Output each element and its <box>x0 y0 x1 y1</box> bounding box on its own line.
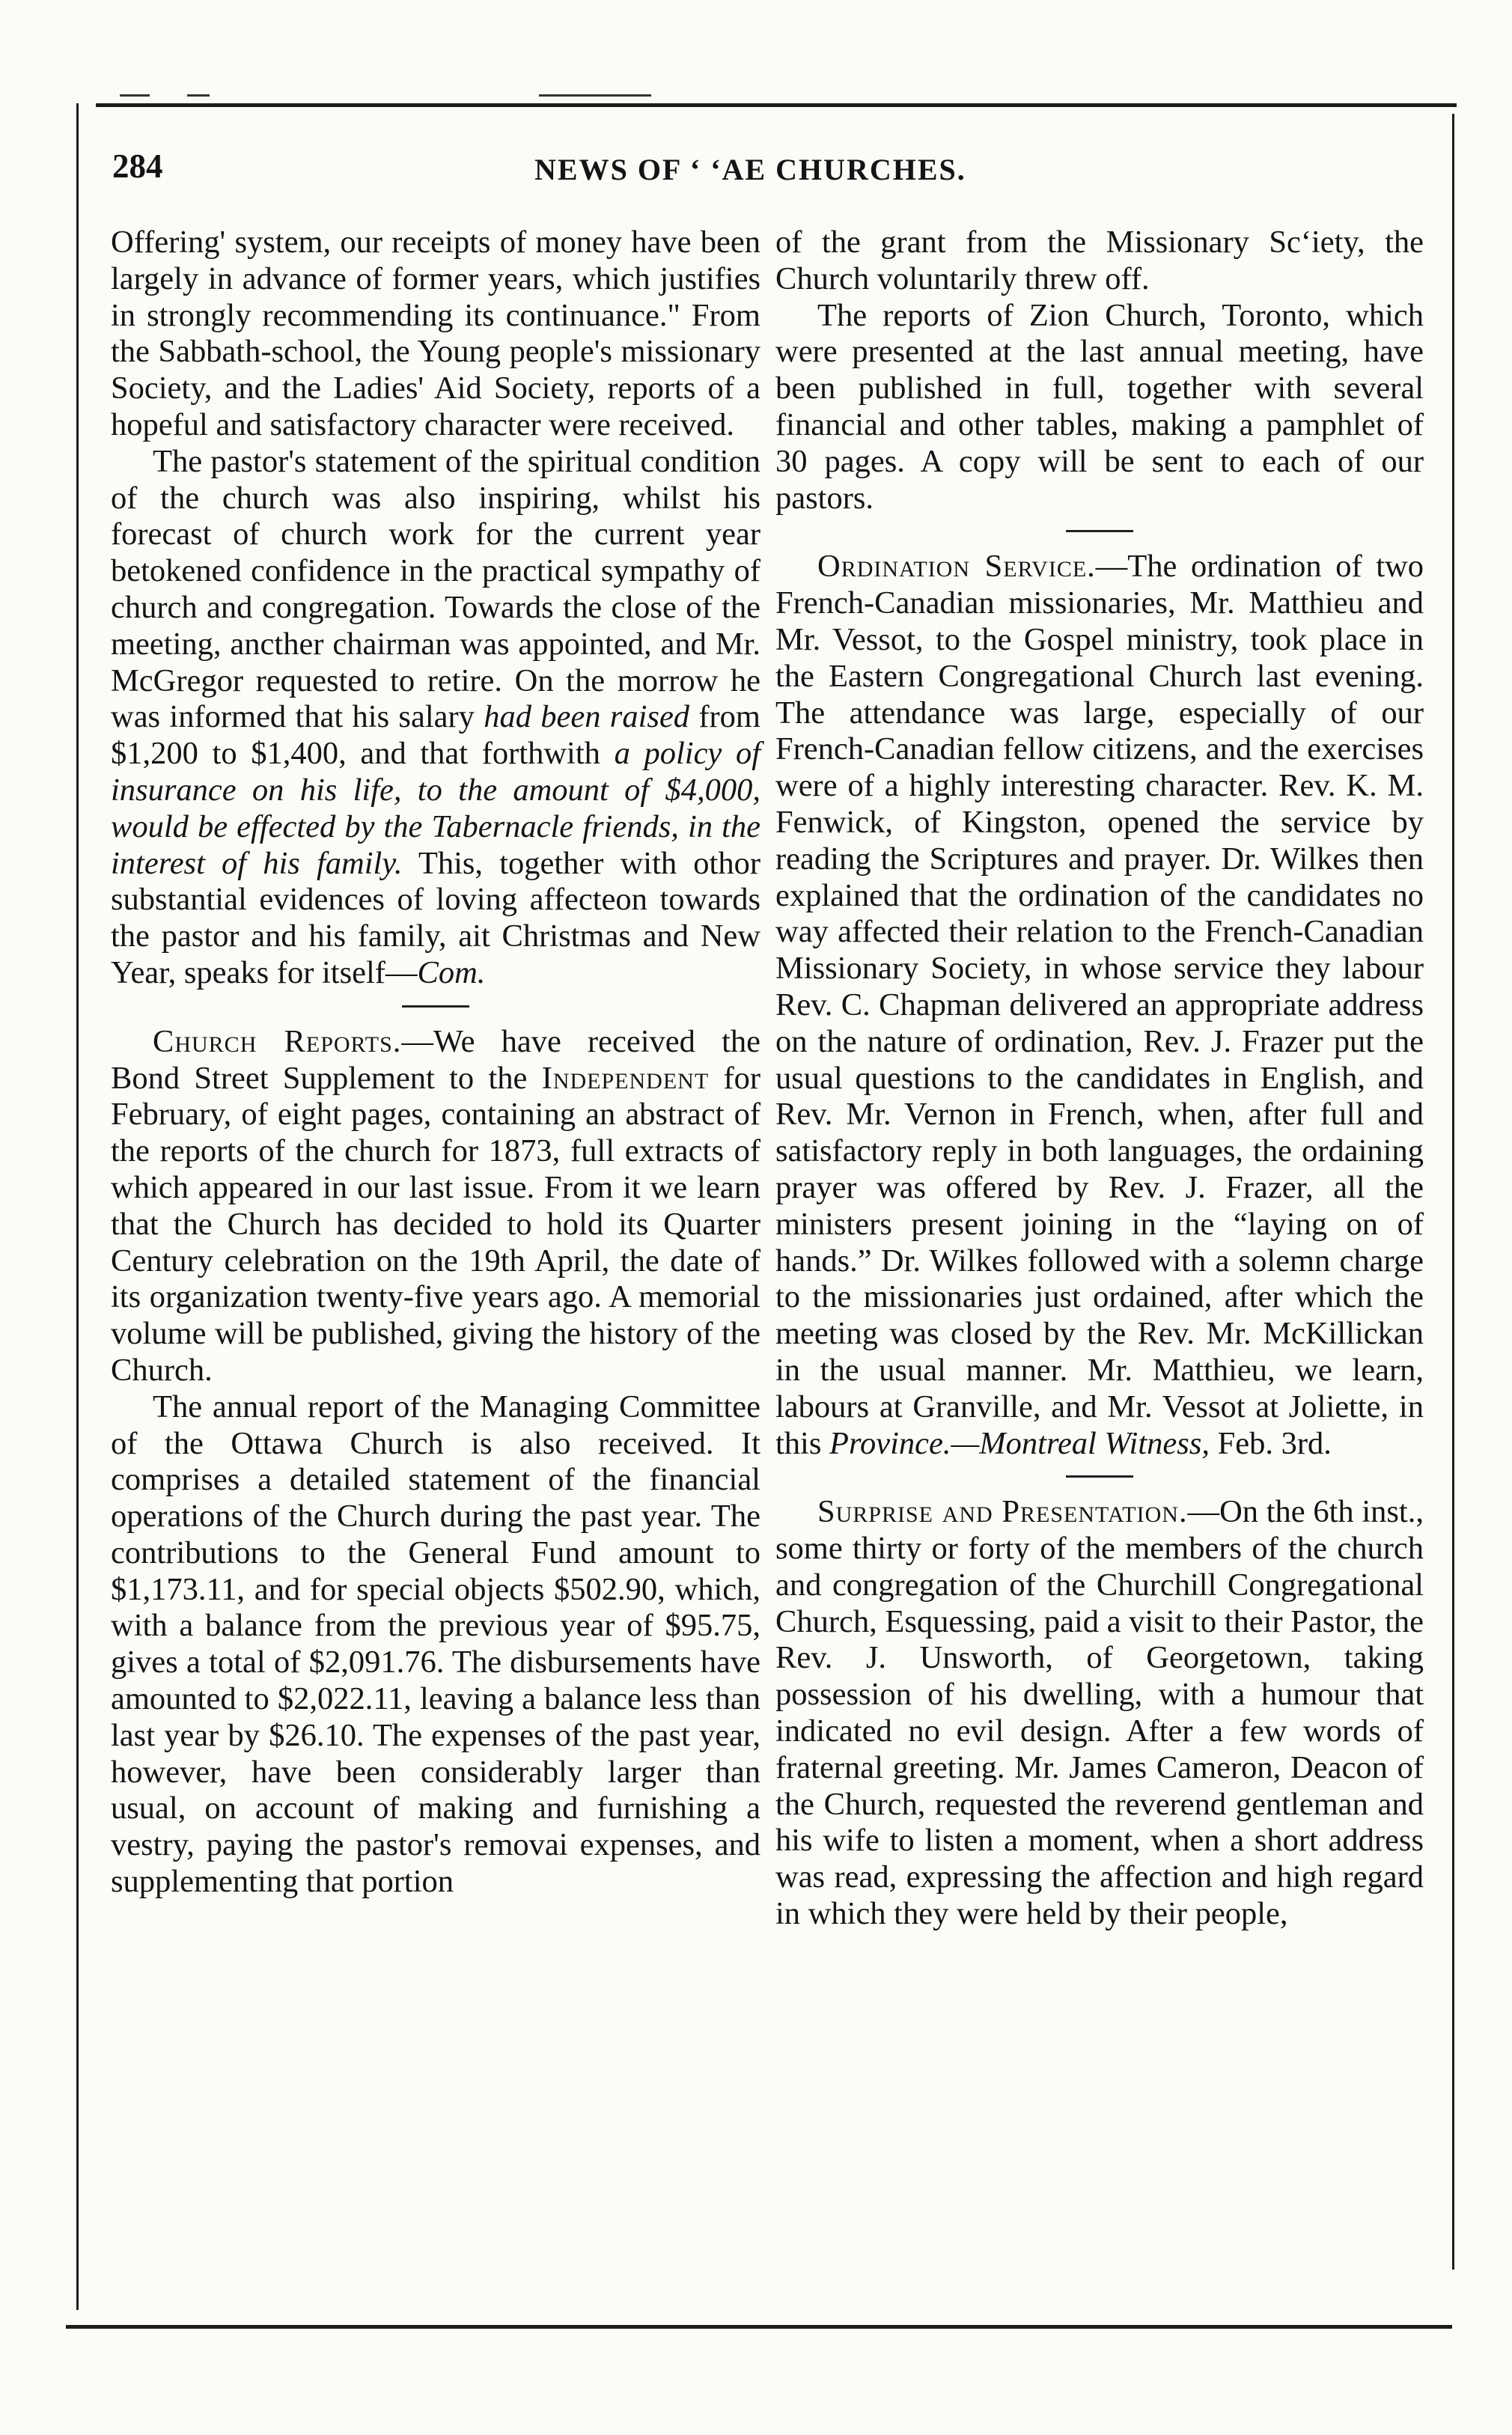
left-rule <box>76 103 79 2310</box>
text-run: The pastor's statement of the spiritual condition of the church was also inspiring, whilst his forecast of church work for the current year betokened confidence in the practical sympathy of church and congregation. Towards the close of the meeting, ancther chairman was appointed, and Mr. McGregor requested to retire. On the morrow he was informed that his salary <box>111 443 760 735</box>
running-head: NEWS OF ʻ ʻAE CHURCHES. <box>534 153 966 186</box>
section-divider <box>1066 530 1133 532</box>
paragraph: The reports of Zion Church, Toronto, which were presented at the last annual meeting, have been published in full, together with several financial and other tables, making a pamphlet of 30 pages. A copy will be sent to each of our pastors. <box>775 297 1424 516</box>
right-column <box>775 225 1424 1933</box>
top-rule-fragment <box>187 94 210 97</box>
right-rule <box>1452 114 1454 2270</box>
small-caps-run: Independent <box>541 1060 710 1096</box>
section-divider <box>1066 1475 1133 1478</box>
text-run: —We have received the Bond Street Supplement to the <box>111 1023 760 1096</box>
left-column <box>111 225 760 1901</box>
page-number: 284 <box>112 147 163 185</box>
text-run: for February, of eight pages, containing an abstract of the reports of the church for 1873, full extracts of which appeared in our last issue. From it we learn that the Church has decided to hold its Quarter Century celebration on the 19th April, the date of its organization twenty-five years ago. A memorial volume will be published, giving the history of the Church. <box>111 1060 760 1388</box>
bottom-rule <box>66 2325 1452 2329</box>
italic-run: Com. <box>417 954 486 990</box>
text-run: Feb. 3rd. <box>1209 1425 1332 1461</box>
top-rule-fragment <box>539 94 651 97</box>
section-heading: Surprise and Presentation. <box>817 1494 1188 1530</box>
italic-run: had been raised <box>484 699 690 735</box>
italic-run: Province.—Montreal Witness, <box>829 1425 1210 1461</box>
paragraph: of the grant from the Missionary Scʻiety, the Church voluntarily threw off. <box>775 225 1424 296</box>
top-rule-fragment <box>120 94 150 97</box>
paragraph: The annual report of the Managing Committee of the Ottawa Church is also received. It comprises a detailed statement of the financial operations of the Church during the past year. The contributions to the General Fund amount to $1,173.11, and for special objects $502.90, which, with a balance from the previous year of $95.75, gives a total of $2,091.76. The disbursements have amounted to $2,022.11, leaving a balance less than last year by $26.10. The expenses of the past year, however, have been considerably larger than usual, on account of making and furnishing a vestry, paying the pastor's removai expenses, and supplementing that portion <box>111 1389 760 1900</box>
section-heading: Church Reports. <box>153 1023 402 1059</box>
paragraph <box>775 1494 1424 1933</box>
paragraph <box>111 1024 760 1389</box>
section-heading: Ordination Service. <box>817 549 1096 585</box>
paragraph: Offering' system, our receipts of money have been largely in advance of former years, which justifies in strongly recommending its continuance." From the Sabbath-school, the Young people's missionary Society, and the Ladies' Aid Society, reports of a hopeful and satisfactory character were received. <box>111 225 760 442</box>
text-run: —The ordination of two French-Canadian missionaries, Mr. Matthieu and Mr. Vessot, to the Gospel ministry, took place in the Eastern Congregational Church last evening. The attendance was large, especially of our French-Canadian fellow citizens, and the exercises were of a highly interesting character. Rev. K. M. Fenwick, of Kingston, opened the service by reading the Scriptures and prayer. Dr. Wilkes then explained that the ordination of the candidates no way affected their relation to the French-Canadian Missionary Society, in whose service they labour Rev. C. Chapman delivered an appropriate address on the nature of ordination, Rev. J. Frazer put the usual questions to the candidates in English, and Rev. Mr. Vernon in French, when, after full and satisfactory reply in both languages, the ordaining prayer was offered by Rev. J. Frazer, all the ministers present joining in the “laying on of hands.” Dr. Wilkes followed with a solemn charge to the missionaries just ordained, after which the meeting was closed by the Rev. Mr. McKillickan in the usual manner. Mr. Matthieu, we learn, labours at Granville, and Mr. Vessot at Joliette, in this <box>775 549 1424 1461</box>
text-run: —On the 6th inst., some thirty or forty of the members of the church and congregation of the Churchill Congregational Church, Esquessing, paid a visit to their Pastor, the Rev. J. Unsworth, of Georgetown, taking possession of his dwelling, with a humour that indicated no evil design. After a few words of fraternal greeting. Mr. James Cameron, Deacon of the Church, requested the reverend gentleman and his wife to listen a moment, when a short address was read, expressing the affection and high regard in which they were held by their people, <box>775 1494 1424 1932</box>
paragraph <box>111 444 760 992</box>
section-divider <box>402 1005 469 1008</box>
paragraph <box>775 549 1424 1462</box>
top-rule <box>96 103 1457 107</box>
italic-run: a policy of insurance on his life, to the amount of $4,000, would be effected by the Tabernacle friends, in the interest of his family. <box>111 736 760 881</box>
text-run: from $1,200 to $1,400, and that forthwith <box>111 699 760 772</box>
text-run: This, together with othor substantial evidences of loving affecteon towards the pastor and his family, ait Christmas and New Year, speaks for itself— <box>111 845 760 990</box>
